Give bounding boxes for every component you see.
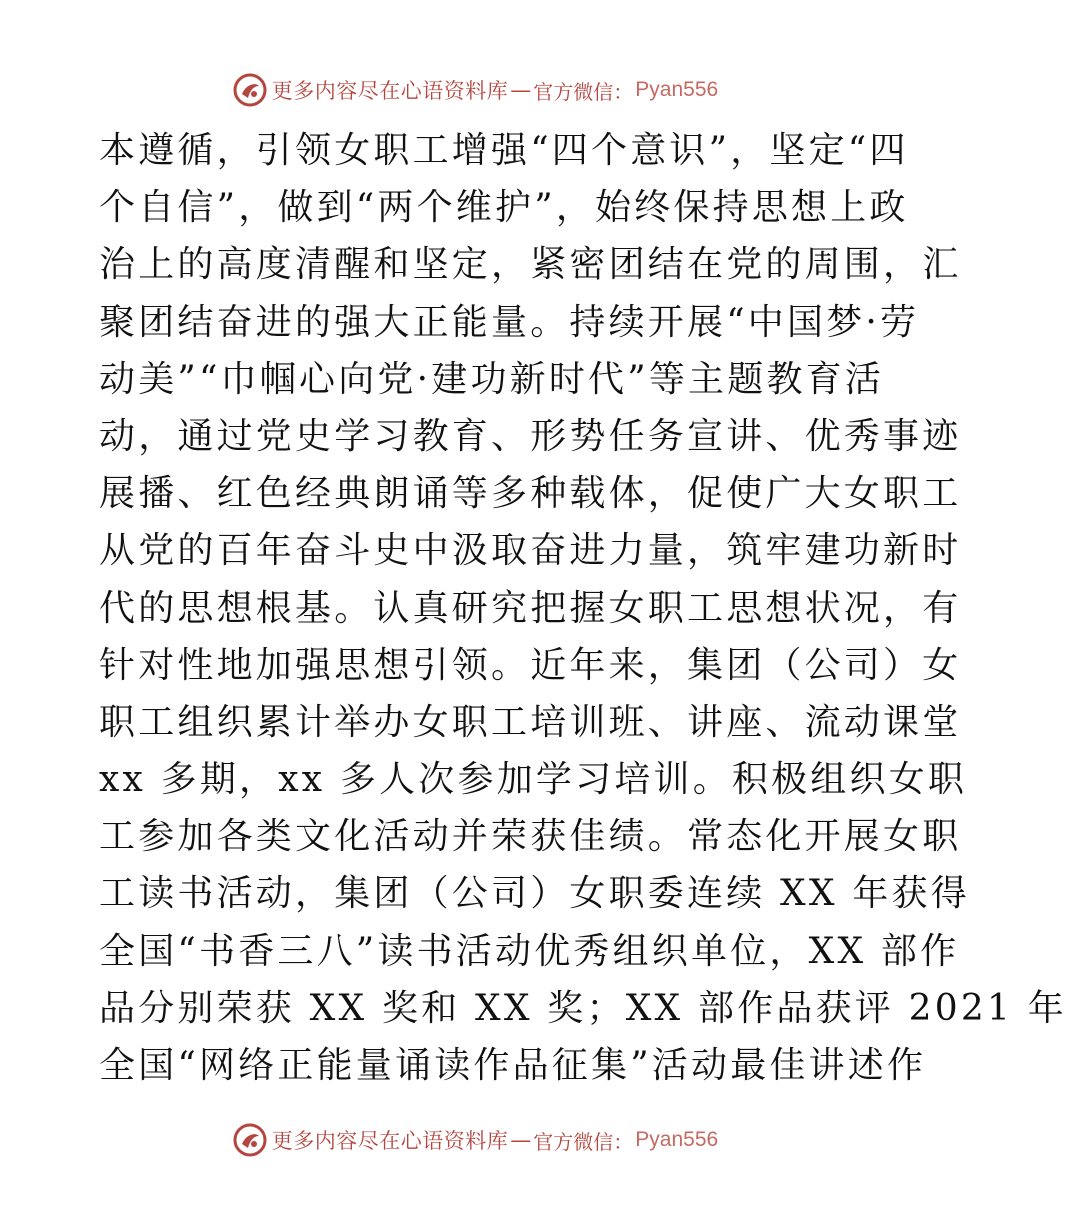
body-line: 本遵循，引领女职工增强“四个意识”，坚定“四 [99, 130, 909, 171]
red-seal-logo-icon [232, 72, 268, 108]
body-line: 动，通过党史学习教育、形势任务宣讲、优秀事迹 [99, 415, 962, 457]
body-line: 展播、红色经典朗诵等多种载体，促使广大女职工 [99, 473, 962, 515]
body-line: 品分别荣获 XX 奖和 XX 奖；XX 部作品获评 2021 年 [99, 987, 1067, 1029]
body-line: 动美”“巾帼心向党·建功新时代”等主题教育活 [99, 358, 885, 400]
document-body [99, 122, 1067, 1094]
body-line: 个自信”，做到“两个维护”，始终保持思想上政 [99, 187, 909, 229]
body-line: 职工组织累计举办女职工培训班、讲座、流动课堂 [99, 701, 962, 743]
body-line: 全国“书香三八”读书活动优秀组织单位，XX 部作 [99, 930, 960, 972]
header-wechat-id: Pyan556 [635, 78, 719, 101]
body-line: 全国“网络正能量诵读作品征集”活动最佳讲述作 [99, 1045, 927, 1086]
body-line: 从党的百年奋斗史中汲取奋进力量，筑牢建功新时 [99, 530, 962, 572]
red-seal-logo-icon [232, 1122, 268, 1158]
body-line: xx 多期，xx 多人次参加学习培训。积极组织女职 [99, 759, 968, 801]
footer-separator: — [510, 1128, 532, 1152]
body-line: 工读书活动，集团（公司）女职委连续 XX 年获得 [99, 873, 970, 915]
body-line: 治上的高度清醒和坚定，紧密团结在党的周围，汇 [99, 244, 962, 286]
header-site-text: 更多内容尽在心语资料库 [271, 79, 509, 103]
body-line: 聚团结奋进的强大正能量。持续开展“中国梦·劳 [99, 301, 920, 343]
body-line: 工参加各类文化活动并荣获佳绩。常态化开展女职 [99, 816, 962, 858]
footer-site-text: 更多内容尽在心语资料库 [271, 1129, 509, 1153]
footer-watermark-banner [0, 1120, 950, 1160]
header-watermark-banner [0, 70, 950, 110]
header-separator: — [510, 78, 532, 102]
footer-wechat-id: Pyan556 [635, 1128, 719, 1151]
header-wechat-label: 官方微信： [533, 79, 634, 104]
footer-wechat-label: 官方微信： [533, 1129, 634, 1154]
body-line: 针对性地加强思想引领。近年来，集团（公司）女 [99, 644, 962, 686]
body-line: 代的思想根基。认真研究把握女职工思想状况，有 [99, 587, 962, 629]
